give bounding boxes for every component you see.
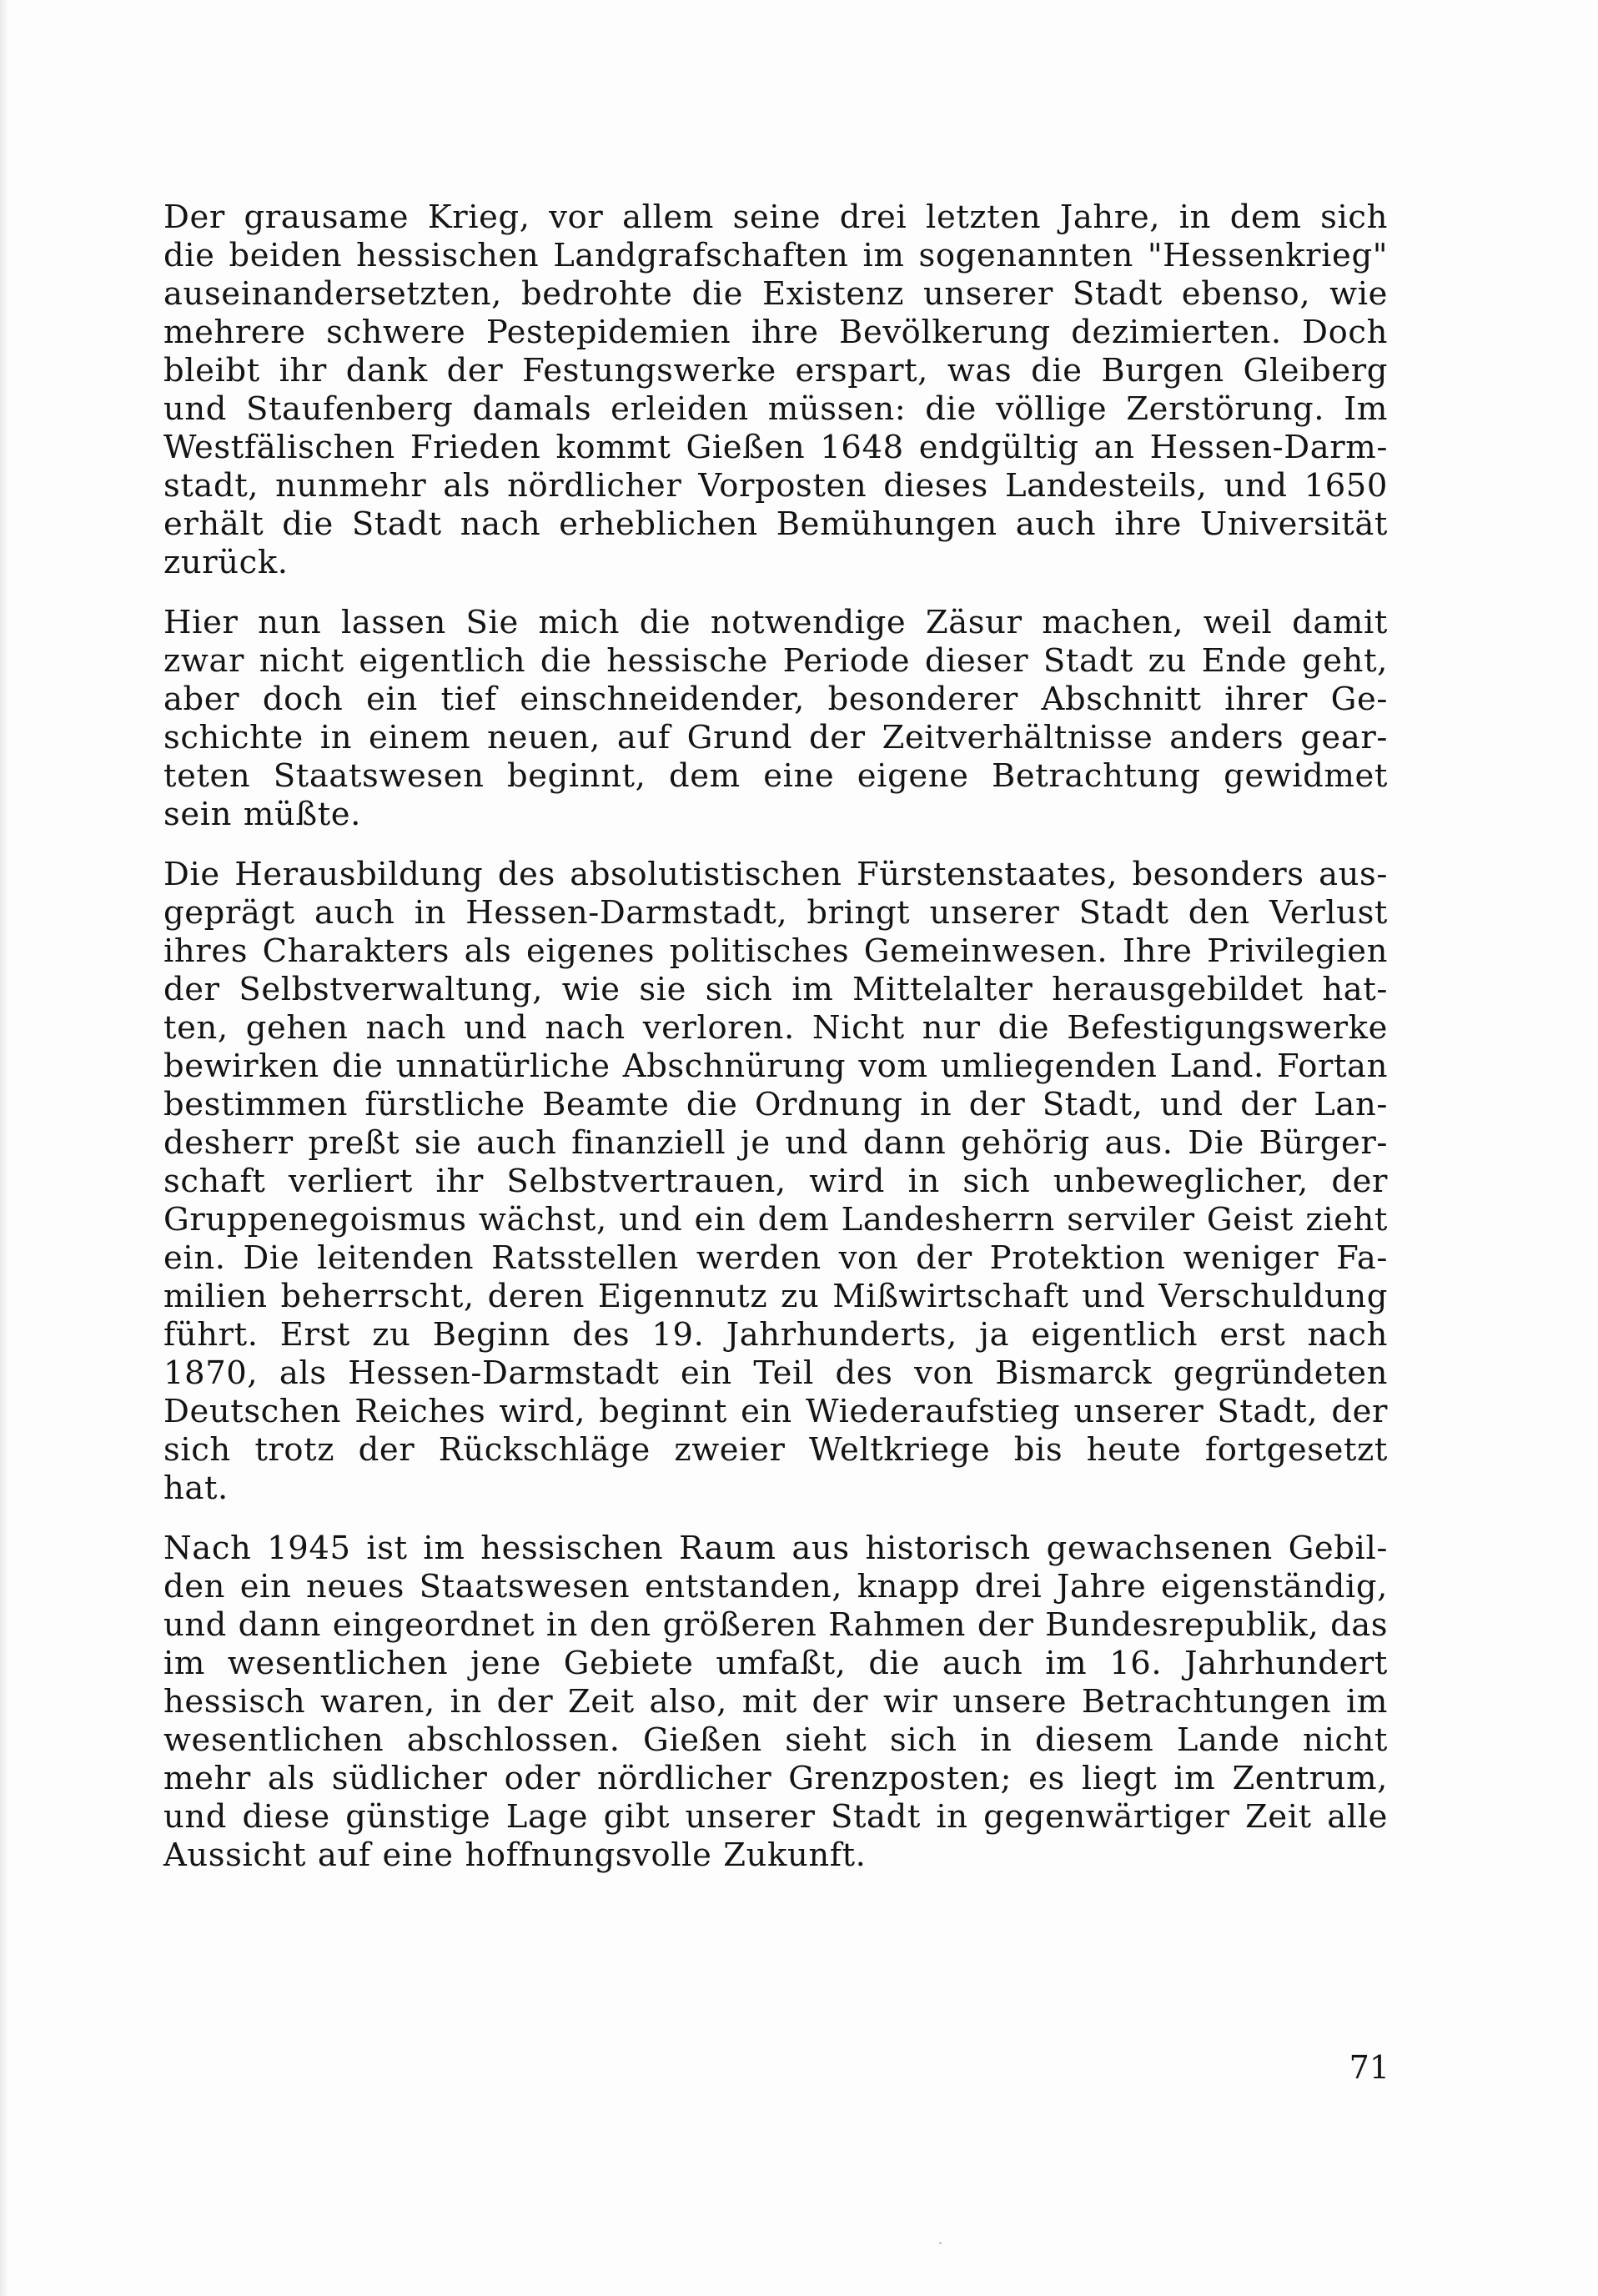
text-line: zurück. <box>163 544 289 581</box>
page-number: 71 <box>1349 2049 1389 2086</box>
paragraph <box>163 856 1388 1508</box>
text-line: teten Staatswesen beginnt, dem eine eigene Betrachtung gewidmet <box>163 757 1388 795</box>
text-line: Nach 1945 ist im hessischen Raum aus historisch gewachsenen Gebil- <box>163 1530 1388 1567</box>
text-line: hessisch waren, in der Zeit also, mit der wir unsere Betrachtungen im <box>163 1683 1388 1721</box>
text-line: ihres Charakters als eigenes politisches Gemeinwesen. Ihre Privilegien <box>163 932 1388 970</box>
text-line: geprägt auch in Hessen-Darmstadt, bringt unserer Stadt den Verlust <box>163 894 1388 932</box>
text-line: ein. Die leitenden Ratsstellen werden von der Protektion weniger Fa- <box>163 1239 1388 1277</box>
text-line: Deutschen Reiches wird, beginnt ein Wiederaufstieg unserer Stadt, der <box>163 1393 1388 1430</box>
paragraph <box>163 1530 1388 1875</box>
body-text <box>163 198 1388 1897</box>
text-line: erhält die Stadt nach erheblichen Bemühungen auch ihre Universität <box>163 505 1388 543</box>
text-line: desherr preßt sie auch finanziell je und dann gehörig aus. Die Bürger- <box>163 1124 1388 1162</box>
text-line: bleibt ihr dank der Festungswerke erspart, was die Burgen Gleiberg <box>163 352 1388 389</box>
paragraph <box>163 198 1388 582</box>
text-line: und Staufenberg damals erleiden müssen: die völlige Zerstörung. Im <box>163 390 1388 428</box>
text-line: mehr als südlicher oder nördlicher Grenzposten; es liegt im Zentrum, <box>163 1760 1388 1797</box>
text-line: den ein neues Staatswesen entstanden, knapp drei Jahre eigenständig, <box>163 1568 1388 1605</box>
text-line: wesentlichen abschlossen. Gießen sieht sich in diesem Lande nicht <box>163 1721 1388 1759</box>
text-line: stadt, nunmehr als nördlicher Vorposten dieses Landesteils, und 1650 <box>163 467 1388 505</box>
text-line: hat. <box>163 1470 229 1507</box>
text-line: 1870, als Hessen-Darmstadt ein Teil des von Bismarck gegründeten <box>163 1354 1388 1392</box>
text-line: Westfälischen Frieden kommt Gießen 1648 endgültig an Hessen-Darm- <box>163 429 1388 466</box>
text-line: sich trotz der Rückschläge zweier Weltkriege bis heute fortgesetzt <box>163 1431 1388 1469</box>
text-line: die beiden hessischen Landgrafschaften im sogenannten "Hessenkrieg" <box>163 237 1388 274</box>
text-line: bewirken die unnatürliche Abschnürung vom umliegenden Land. Fortan <box>163 1048 1388 1085</box>
text-line: zwar nicht eigentlich die hessische Periode dieser Stadt zu Ende geht, <box>163 642 1388 680</box>
text-line: bestimmen fürstliche Beamte die Ordnung in der Stadt, und der Lan- <box>163 1086 1388 1123</box>
paragraph <box>163 604 1388 834</box>
text-line: schaft verliert ihr Selbstvertrauen, wird in sich unbeweglicher, der <box>163 1163 1388 1200</box>
text-line: Gruppenegoismus wächst, und ein dem Landesherrn serviler Geist zieht <box>163 1201 1388 1238</box>
text-line: mehrere schwere Pestepidemien ihre Bevölkerung dezimierten. Doch <box>163 314 1388 351</box>
text-line: Hier nun lassen Sie mich die notwendige Zäsur machen, weil damit <box>163 604 1388 641</box>
text-line: sein müßte. <box>163 796 362 833</box>
text-line: aber doch ein tief einschneidender, besonderer Abschnitt ihrer Ge- <box>163 681 1388 718</box>
text-line: Die Herausbildung des absolutistischen Fürstenstaates, besonders aus- <box>163 856 1388 893</box>
text-line: milien beherrscht, deren Eigennutz zu Mißwirtschaft und Verschuldung <box>163 1278 1388 1315</box>
text-line: Aussicht auf eine hoffnungsvolle Zukunft. <box>163 1836 867 1874</box>
text-line: der Selbstverwaltung, wie sie sich im Mittelalter herausgebildet hat- <box>163 971 1388 1008</box>
text-line: führt. Erst zu Beginn des 19. Jahrhunderts, ja eigentlich erst nach <box>163 1316 1388 1354</box>
text-line: Der grausame Krieg, vor allem seine drei letzten Jahre, in dem sich <box>163 198 1388 236</box>
paper-speck <box>939 2242 942 2244</box>
text-line: auseinandersetzten, bedrohte die Existenz unserer Stadt ebenso, wie <box>163 275 1388 313</box>
text-line: und dann eingeordnet in den größeren Rahmen der Bundesrepublik, das <box>163 1606 1388 1644</box>
text-line: schichte in einem neuen, auf Grund der Zeitverhältnisse anders gear- <box>163 719 1388 756</box>
page-binding-shadow <box>0 0 8 2296</box>
text-line: ten, gehen nach und nach verloren. Nicht nur die Befestigungswerke <box>163 1009 1388 1047</box>
text-line: und diese günstige Lage gibt unserer Stadt in gegenwärtiger Zeit alle <box>163 1798 1388 1836</box>
text-line: im wesentlichen jene Gebiete umfaßt, die auch im 16. Jahrhundert <box>163 1645 1388 1682</box>
